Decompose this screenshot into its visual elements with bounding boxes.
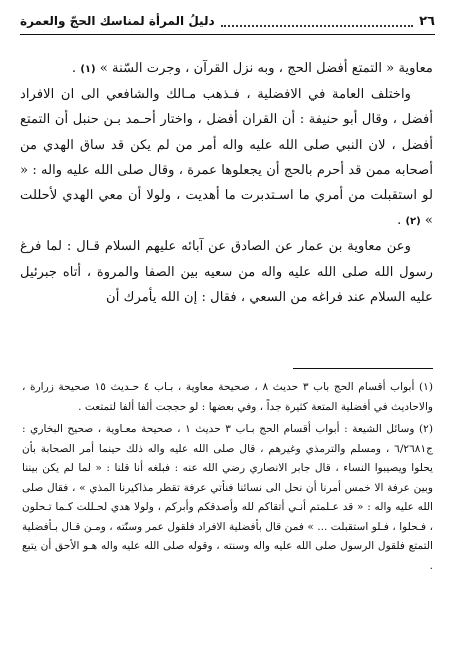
header-dot-leader xyxy=(221,15,414,27)
paragraph-1-text: معاوية « التمتع أفضل الحج ، وبه نزل القرآن ، وجرت السّنة » xyxy=(99,61,433,76)
paragraph-2: واختلف العامة في الافضلية ، فـذهب مـالك والشافعي الى ان الافراد أفضل ، وقال أبو حنيفة : أن القران أفضل ، واختار أحـمد بـن حنبل أن التمتع أفضل ، لان النبي صلى الله عليه واله أمر من لم يكن قد ساق الهدي من أصحابه ممن قد أحرم بالحج أن يجعلوها عمرة ، وقال صلى الله عليه واله : « لو استقبلت من أمري ما اسـتدبرت ما أهديت ، ولولا أن معي الهدي لأحللت » (٢) . xyxy=(20,87,433,229)
paragraph-3: وعن معاوية بن عمار عن الصادق عن آبائه عليهم السلام قـال : لما فرغ رسول الله صلى الله عليه واله من سعيه بين الصفا والمروة ، أتاه جبرئيل عليه السلام عند فراغه من السعي ، فقال : إن الله يأمرك أن xyxy=(20,239,433,305)
footnote-ref-2: (٢) xyxy=(405,216,421,228)
paragraph-1: معاوية « التمتع أفضل الحج ، وبه نزل القرآن ، وجرت السّنة » (١) . xyxy=(71,61,433,76)
running-title: دليلُ المرأة لمناسك الحجّ والعمرة xyxy=(20,14,215,28)
paragraph-2-text: واختلف العامة في الافضلية ، فـذهب مـالك والشافعي الى ان الافراد أفضل ، وقال أبو حنيفة : أن القران أفضل ، واختار أحـمد بـن حنبل أن التمتع أفضل ، لان النبي صلى الله عليه واله أمر من لم يكن قد ساق الهدي من أصحابه ممن قد أحرم بالحج أن يجعلوها عمرة ، وقال صلى الله عليه واله : « لو استقبلت من أمري ما اسـتدبرت ما أهديت ، ولولا أن معي الهدي لأحللت » xyxy=(20,87,433,229)
footnote-2: (٢) وسائل الشيعة : أبواب أقسام الحج بـاب ٣ حديث ١ ، صحيحة معـاوية ، صحيح البخاري : ج٦/٢٦٨١ ، ومسلم والترمذي وغيرهم ، قال صلى الله عليه واله ذلك حينما أمر الصحابة بأن يحلوا ويصيبوا النساء ، قال جابر الانصاري رضي الله عنه : فبلغه أنا قلنا : « لما لم يكن بيننا وبين عرفة الا خمس أمرنا أن نحل الى نسائنا فنأتي عرفة تقطر مذاكيرنا المذي » ، فقال صلى الله عليه واله : « قد عـلمتم أنـي أتقاكم لله وأصدقكم وأبركم ، ولولا هدي لحـللت كـما تـحلون ، فـحلوا ، فـلو استقبلت ... » فمن قال بأفضلية الافراد فلقول عمر وسنّته ، ومـن قـال بـأفضلية التمتع فلقول الرسول صلى الله عليه واله وسنته ، وقوله صلى الله عليه واله هـو الأحق أن يتبع . xyxy=(22,423,433,572)
running-header xyxy=(20,8,435,35)
footnotes xyxy=(22,378,433,579)
footnote-1: (١) أبواب أقسام الحج باب ٣ حديث ٨ ، صحيحة معاوية ، بـاب ٤ حـديث ١٥ صحيحة زرارة ، والاحاديث في أفضلية المتعة كثيرة جداً ، وفي بعضها : لو حججت ألفا ألفا لتمتعت . xyxy=(22,381,433,413)
footnote-separator xyxy=(293,368,433,369)
footnote-ref-1: (١) xyxy=(80,64,96,75)
main-text xyxy=(20,56,433,310)
page-number: ٢٦ xyxy=(419,13,435,29)
